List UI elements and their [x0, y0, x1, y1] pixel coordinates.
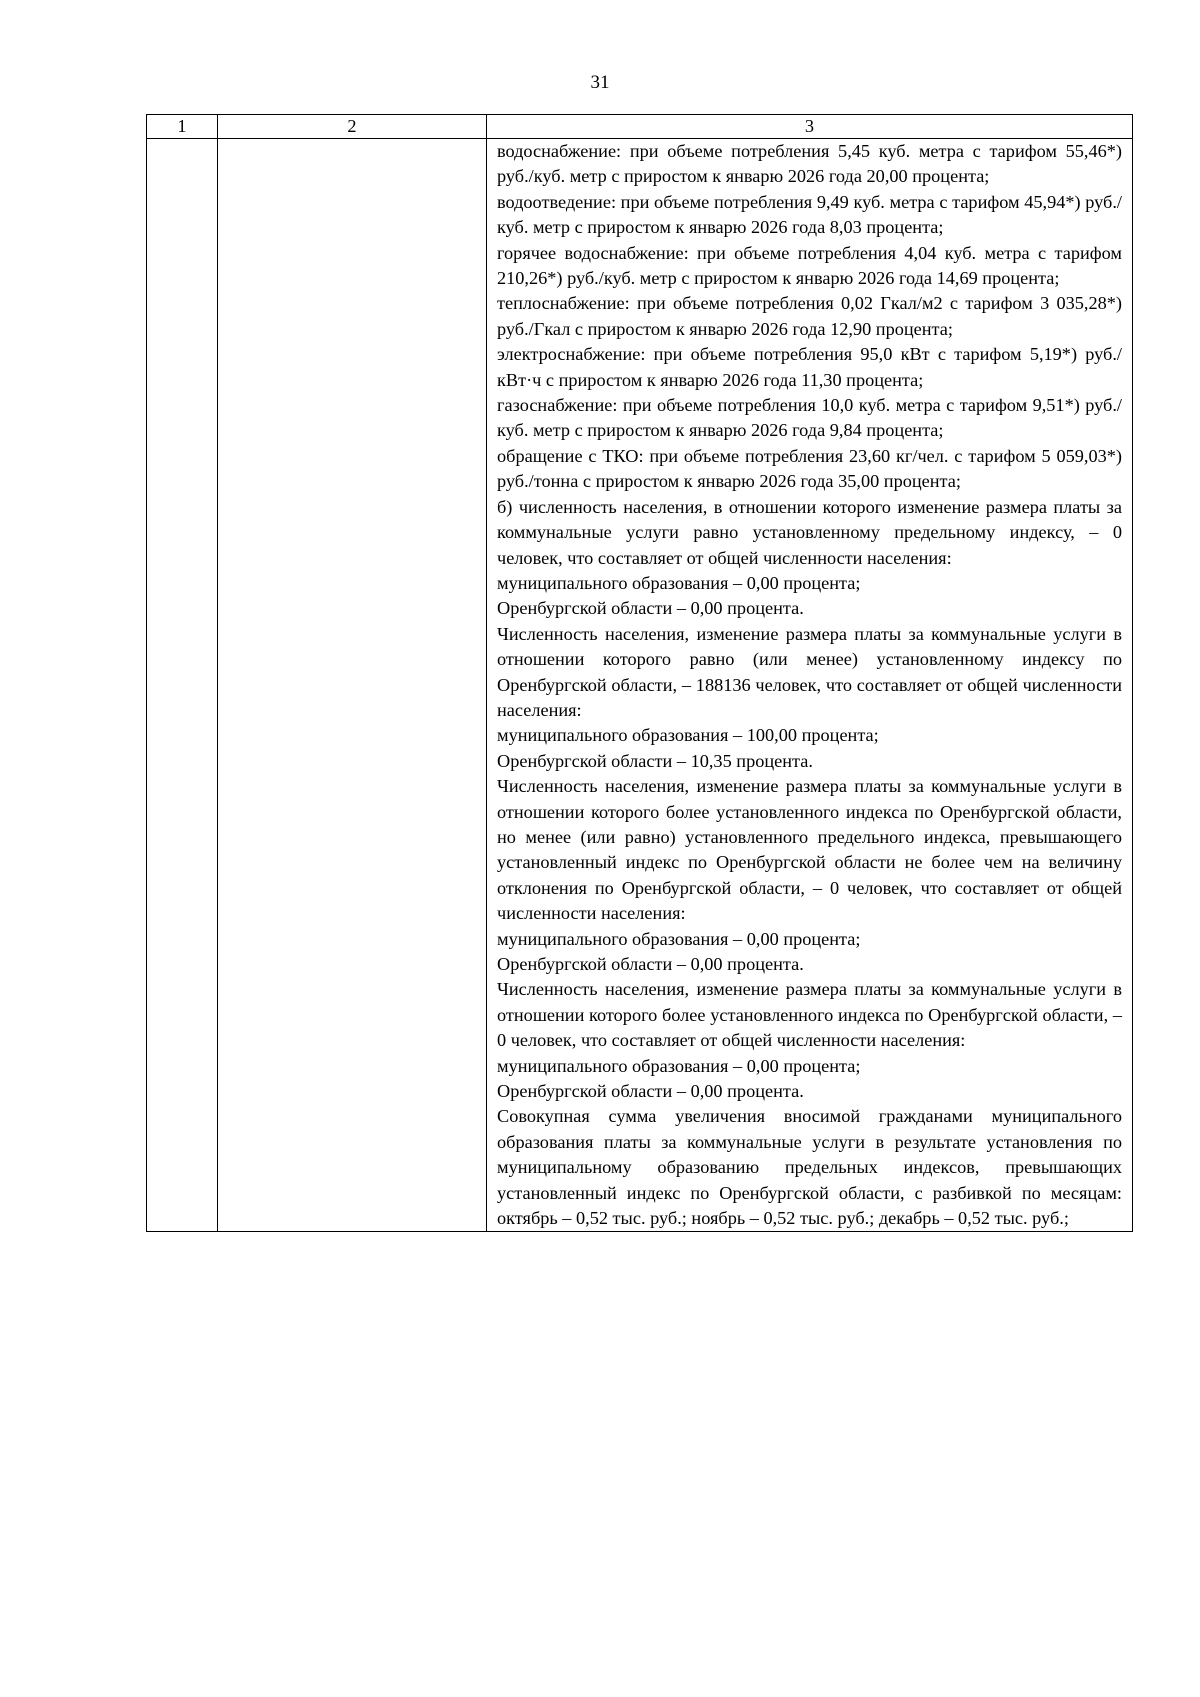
- paragraph-municipal-share: муниципального образования – 0,00 процента;: [497, 928, 861, 949]
- document-table: [146, 114, 1133, 1232]
- paragraph-population-below-index: Численность населения, изменение размера платы за коммунальные услуги в отношении которого равно (или менее) установленному индексу по Оренбургской области, – 188136 человек, что составляет от общей численности населения:: [497, 623, 1122, 720]
- paragraph-region-share: Оренбургской области – 0,00 процента.: [497, 1081, 804, 1102]
- table-header-row: [147, 115, 1133, 139]
- paragraph-total-increase: Совокупная сумма увеличения вносимой гражданами муниципального образования платы за коммунальные услуги в результате установления по муниципальному образованию предельных индексов, превышающих установленный индекс по Оренбургской области, с разбивкой по месяцам: октябрь – 0,52 тыс. руб.; ноябрь – 0,52 тыс. руб.; декабрь – 0,52 тыс. руб.;: [497, 1106, 1122, 1229]
- table-row: [147, 139, 1133, 1232]
- table-cell-col1: [147, 139, 218, 1232]
- paragraph-region-share: Оренбургской области – 10,35 процента.: [497, 750, 813, 771]
- paragraph-hot-water: горячее водоснабжение: при объеме потребления 4,04 куб. метра с тарифом 210,26*) руб./куб. метр с приростом к январю 2026 года 14,69 процента;: [497, 242, 1122, 289]
- paragraph-municipal-share: муниципального образования – 0,00 процента;: [497, 572, 861, 593]
- column-header-3: 3: [487, 115, 1133, 139]
- paragraph-electricity: электроснабжение: при объеме потребления 95,0 кВт с тарифом 5,19*) руб./кВт·ч с приростом к январю 2026 года 11,30 процента;: [497, 344, 1122, 390]
- paragraph-solid-waste: обращение с ТКО: при объеме потребления 23,60 кг/чел. с тарифом 5 059,03*) руб./тонна с приростом к январю 2026 года 35,00 процента;: [497, 445, 1122, 492]
- cell-text-block: [487, 139, 1132, 1231]
- paragraph-gas-supply: газоснабжение: при объеме потребления 10,0 куб. метра с тарифом 9,51*) руб./куб. метр с приростом к январю 2026 года 9,84 процента;: [497, 395, 1122, 441]
- paragraph-population-above-index: Численность населения, изменение размера платы за коммунальные услуги в отношении которого более установленного индекса по Оренбургской области, – 0 человек, что составляет от общей численности населения:: [497, 979, 1122, 1051]
- paragraph-region-share: Оренбургской области – 0,00 процента.: [497, 954, 804, 974]
- paragraph-region-share: Оренбургской области – 0,00 процента.: [497, 598, 804, 619]
- paragraph-population-within-deviation: Численность населения, изменение размера платы за коммунальные услуги в отношении которого более установленного индекса по Оренбургской области, но менее (или равно) установленного предельного индекса, превышающего установленный индекс по Оренбургской области не более чем на величину отклонения по Оренбургской области, – 0 человек, что составляет от общей численности населения:: [497, 776, 1122, 924]
- paragraph-water-disposal: водоотведение: при объеме потребления 9,49 куб. метра с тарифом 45,94*) руб./куб. метр с приростом к январю 2026 года 8,03 процента;: [497, 191, 1122, 238]
- paragraph-population-equal-limit: б) численность населения, в отношении которого изменение размера платы за коммунальные услуги равно установленному предельному индексу, – 0 человек, что составляет от общей численности населения:: [497, 496, 1122, 568]
- page-number: 31: [590, 72, 610, 93]
- table-cell-col2: [218, 139, 487, 1232]
- column-header-1: 1: [147, 115, 218, 139]
- paragraph-heat-supply: теплоснабжение: при объеме потребления 0,02 Гкал/м2 с тарифом 3 035,28*) руб./Гкал с приростом к январю 2026 года 12,90 процента;: [497, 293, 1122, 339]
- paragraph-water-supply: водоснабжение: при объеме потребления 5,45 куб. метра с тарифом 55,46*) руб./куб. метр с приростом к январю 2026 года 20,00 процента;: [497, 141, 1122, 187]
- paragraph-municipal-share: муниципального образования – 0,00 процента;: [497, 1055, 861, 1076]
- paragraph-municipal-share: муниципального образования – 100,00 процента;: [497, 725, 879, 746]
- column-header-2: 2: [218, 115, 487, 139]
- table-cell-col3: [487, 139, 1133, 1232]
